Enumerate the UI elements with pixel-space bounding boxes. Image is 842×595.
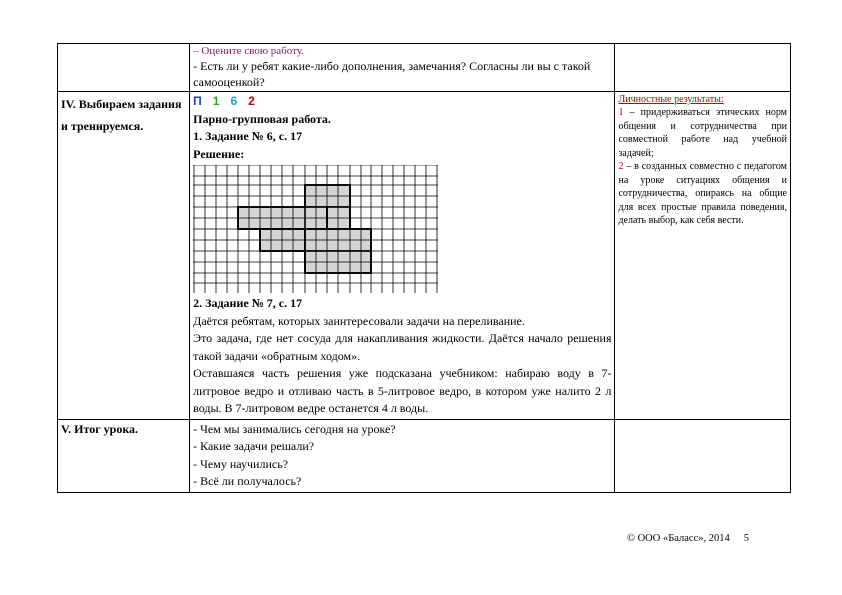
results-cell — [615, 44, 791, 92]
task-2-paragraph-3: Оставшаяся часть решения уже подсказана учебником: набираю воду в 7-литровое ведро и отливаю часть в 5-литровое ведро, в котором уже налито 2 л воды. В 7-литровом ведре останется 4 л воды. — [193, 366, 612, 415]
task-2-paragraph-1: Даётся ребятам, которых заинтересовали задачи на переливание. — [193, 313, 525, 328]
result-2-number: 2 — [618, 161, 624, 172]
result-1-text: – придерживаться этических норм общения и сотрудничества при совместной работе над учебной задачей; — [618, 107, 787, 159]
page-footer — [627, 533, 749, 544]
content-cell — [190, 44, 615, 92]
lesson-table — [57, 43, 791, 493]
grid-figure — [193, 165, 438, 293]
legend-p: П — [193, 94, 202, 108]
table-row — [58, 419, 791, 492]
self-assessment-note: – Оцените свою работу. — [193, 45, 304, 57]
task-1-title: 1. Задание № 6, с. 17 — [193, 129, 303, 143]
result-1 — [618, 106, 787, 160]
result-1-number: 1 — [618, 107, 624, 118]
difficulty-legend — [193, 93, 611, 111]
result-2 — [618, 160, 787, 228]
page-number: 5 — [743, 533, 749, 544]
work-type: Парно-групповая работа. — [193, 111, 331, 126]
legend-6: 6 — [230, 94, 238, 108]
summary-question: - Чем мы занимались сегодня на уроке? — [193, 421, 396, 436]
solution-label: Решение: — [193, 146, 245, 161]
table-row — [58, 92, 791, 420]
results-cell — [615, 92, 791, 420]
summary-question: - Какие задачи решали? — [193, 439, 315, 453]
stage-cell — [58, 419, 190, 492]
stage-cell — [58, 92, 190, 420]
summary-question: - Всё ли получалось? — [193, 474, 302, 488]
legend-1: 1 — [212, 94, 220, 108]
task-2-title: 2. Задание № 7, с. 17 — [193, 296, 303, 310]
table-row — [58, 44, 791, 92]
results-title: Личностные результаты: — [618, 94, 724, 105]
stage-title: V. Итог урока. — [61, 421, 139, 436]
summary-question: - Чему научились? — [193, 456, 288, 471]
result-2-text: – в созданных совместно с педагогом на уроке ситуациях общения и сотрудничества, опираясь на общие для всех простые правила поведения, делать выбор, как себя вести. — [618, 161, 787, 226]
copyright: © ООО «Баласс», 2014 — [627, 533, 730, 544]
content-cell — [190, 92, 615, 420]
results-cell — [615, 419, 791, 492]
legend-2: 2 — [248, 94, 255, 108]
question-text: - Есть ли у ребят какие-либо дополнения, замечания? Согласны ли вы с такой самооценкой? — [193, 59, 591, 89]
content-cell — [190, 419, 615, 492]
stage-cell — [58, 44, 190, 92]
stage-title: IV. Выбираем задания и тренируемся. — [61, 97, 182, 133]
task-2-paragraph-2: Это задача, где нет сосуда для накапливания жидкости. Даётся начало решения такой задачи «обратным ходом». — [193, 331, 612, 363]
